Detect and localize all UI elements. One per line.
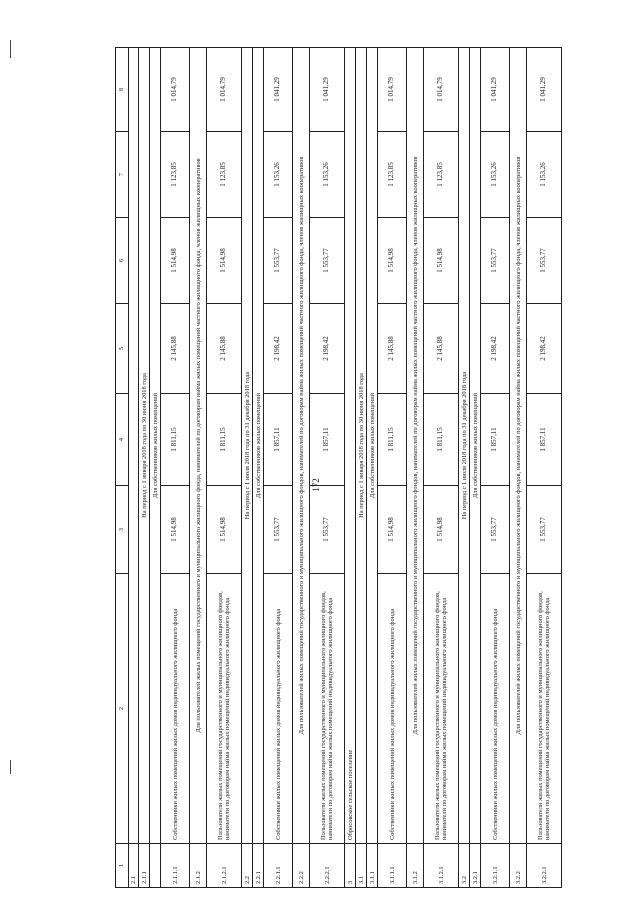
table-row bbox=[407, 48, 424, 888]
column-header: 2 bbox=[116, 574, 129, 844]
table-row bbox=[190, 48, 207, 888]
row-code: 2.2.2 bbox=[293, 844, 310, 888]
page-number: 172 bbox=[310, 478, 321, 492]
tariff-value: 1 514,98 bbox=[161, 218, 190, 304]
tariff-value: 2 145,88 bbox=[161, 304, 190, 394]
table-row bbox=[424, 48, 459, 888]
row-code: 3.2.2.1 bbox=[527, 844, 562, 888]
tariff-value: 1 553,77 bbox=[310, 218, 345, 304]
row-code: 3.1.2.1 bbox=[424, 844, 459, 888]
tariff-value: 1 041,29 bbox=[481, 48, 510, 132]
tariff-value: 1 553,77 bbox=[481, 218, 510, 304]
rotated-table-container bbox=[115, 48, 575, 888]
table-row bbox=[510, 48, 527, 888]
tariff-value: 1 553,77 bbox=[527, 486, 562, 574]
table-row bbox=[129, 48, 139, 888]
tariff-value: 2 198,42 bbox=[310, 304, 345, 394]
column-header: 5 bbox=[116, 304, 129, 394]
row-name: Пользователи жилых помещений государственного и муниципального жилищного фондов, наниматели по договорам найма жилых помещений индивидуального жилищного фонда bbox=[527, 574, 562, 844]
row-period-text: На период с 1 июля 2018 года по 31 декабря 2018 года bbox=[459, 48, 470, 844]
row-code: 3.2.1 bbox=[470, 844, 481, 888]
row-code: 2.2.1.1 bbox=[264, 844, 293, 888]
tariff-value: 1 041,29 bbox=[264, 48, 293, 132]
row-group-text: Для собственников жилых помещений bbox=[150, 48, 161, 844]
row-code: 2.1.2.1 bbox=[207, 844, 242, 888]
tariff-value: 1 014,79 bbox=[424, 48, 459, 132]
tariff-value: 1 123,85 bbox=[161, 132, 190, 218]
tariff-value: 1 514,98 bbox=[161, 486, 190, 574]
tariff-value: 1 014,79 bbox=[161, 48, 190, 132]
table-row bbox=[253, 48, 264, 888]
tariff-value: 1 153,26 bbox=[264, 132, 293, 218]
row-code: 3.2.1.1 bbox=[481, 844, 510, 888]
tariff-value: 1 514,98 bbox=[207, 486, 242, 574]
tariff-value: 1 514,98 bbox=[378, 218, 407, 304]
row-name: Собственники жилых помещений жилых домов индивидуального жилищного фонда bbox=[481, 574, 510, 844]
row-group-text: Для пользователей жилых помещений государственного и муниципального жилищного фондов, нанимателей по договорам найма жилых помещений частного жилищного фонда, членов жилищных кооперативов bbox=[407, 48, 424, 844]
tariff-table bbox=[115, 47, 562, 888]
tariff-value: 1 123,85 bbox=[378, 132, 407, 218]
tariff-value: 2 198,42 bbox=[527, 304, 562, 394]
row-period-text: На период с 1 июля 2018 года по 31 декабря 2018 года bbox=[242, 48, 253, 844]
row-code: 3.2 bbox=[459, 844, 470, 888]
row-code: 3.2.2 bbox=[510, 844, 527, 888]
table-row bbox=[378, 48, 407, 888]
settlement-name: Обросовское сельское поселение bbox=[345, 48, 356, 844]
tariff-value: 1 014,79 bbox=[207, 48, 242, 132]
tariff-table-sheet bbox=[118, 77, 640, 884]
table-row bbox=[481, 48, 510, 888]
row-group-text: Для пользователей жилых помещений государственного и муниципального жилищного фондов, нанимателей по договорам найма жилых помещений частного жилищного фонда, членов жилищных кооперативов bbox=[293, 48, 310, 844]
row-code: 2.1 bbox=[129, 844, 139, 888]
tariff-value: 1 811,15 bbox=[207, 394, 242, 486]
row-group-text: Для собственников жилых помещений bbox=[253, 48, 264, 844]
table-row bbox=[293, 48, 310, 888]
scan-mark bbox=[10, 40, 11, 58]
row-code: 3 bbox=[345, 844, 356, 888]
row-code: 2.2.2.1 bbox=[310, 844, 345, 888]
tariff-value: 1 514,98 bbox=[207, 218, 242, 304]
tariff-value: 1 553,77 bbox=[481, 486, 510, 574]
row-code: 3.1.1.1 bbox=[378, 844, 407, 888]
row-code: 2.1.1.1 bbox=[161, 844, 190, 888]
tariff-value: 2 145,88 bbox=[378, 304, 407, 394]
tariff-value: 1 857,11 bbox=[264, 394, 293, 486]
row-name: Собственники жилых помещений жилых домов индивидуального жилищного фонда bbox=[378, 574, 407, 844]
row-code: 3.1.1 bbox=[367, 844, 378, 888]
tariff-value: 1 514,98 bbox=[424, 486, 459, 574]
table-row bbox=[161, 48, 190, 888]
tariff-value: 2 145,88 bbox=[207, 304, 242, 394]
tariff-value: 1 153,26 bbox=[481, 132, 510, 218]
row-name: Пользователи жилых помещений государственного и муниципального жилищного фондов, наниматели по договорам найма жилых помещений индивидуального жилищного фонда bbox=[310, 574, 345, 844]
row-name: Пользователи жилых помещений государственного и муниципального жилищного фондов, наниматели по договорам найма жилых помещений индивидуального жилищного фонда bbox=[207, 574, 242, 844]
tariff-value: 1 553,77 bbox=[264, 218, 293, 304]
table-row bbox=[150, 48, 161, 888]
row-section-text bbox=[129, 48, 139, 844]
tariff-value: 1 514,98 bbox=[424, 218, 459, 304]
tariff-value: 2 198,42 bbox=[264, 304, 293, 394]
tariff-value: 1 811,15 bbox=[161, 394, 190, 486]
tariff-value: 1 014,79 bbox=[378, 48, 407, 132]
table-header-row bbox=[116, 48, 129, 888]
row-group-text: Для собственников жилых помещений bbox=[470, 48, 481, 844]
tariff-value: 1 041,29 bbox=[527, 48, 562, 132]
table-row bbox=[356, 48, 367, 888]
tariff-value: 1 811,15 bbox=[378, 394, 407, 486]
table-row bbox=[527, 48, 562, 888]
row-code: 2.2.1 bbox=[253, 844, 264, 888]
tariff-value: 1 553,77 bbox=[264, 486, 293, 574]
table-row bbox=[207, 48, 242, 888]
table-row bbox=[367, 48, 378, 888]
tariff-value: 2 145,88 bbox=[424, 304, 459, 394]
column-header: 3 bbox=[116, 486, 129, 574]
row-group-text: Для пользователей жилых помещений государственного и муниципального жилищного фондов, нанимателей по договорам найма жилых помещений частного жилищного фонда, членов жилищных кооперативов bbox=[510, 48, 527, 844]
tariff-value: 1 857,11 bbox=[310, 394, 345, 486]
tariff-value: 1 153,26 bbox=[527, 132, 562, 218]
row-name: Собственники жилых помещений жилых домов индивидуального жилищного фонда bbox=[161, 574, 190, 844]
table-row bbox=[345, 48, 356, 888]
table-row bbox=[310, 48, 345, 888]
row-code bbox=[150, 844, 161, 888]
tariff-value: 1 857,11 bbox=[527, 394, 562, 486]
table-row bbox=[459, 48, 470, 888]
row-code: 3.1 bbox=[356, 844, 367, 888]
scan-mark bbox=[10, 760, 11, 774]
table-row bbox=[470, 48, 481, 888]
row-code: 3.1.2 bbox=[407, 844, 424, 888]
table-row bbox=[139, 48, 150, 888]
table-row bbox=[242, 48, 253, 888]
row-code: 2.1.1 bbox=[139, 844, 150, 888]
tariff-value: 1 811,15 bbox=[424, 394, 459, 486]
row-code: 2.1.2 bbox=[190, 844, 207, 888]
tariff-value: 1 041,29 bbox=[310, 48, 345, 132]
tariff-value: 1 514,98 bbox=[378, 486, 407, 574]
row-group-text: Для собственников жилых помещений bbox=[367, 48, 378, 844]
tariff-value: 1 857,11 bbox=[481, 394, 510, 486]
row-name: Собственники жилых помещений жилых домов индивидуального жилищного фонда bbox=[264, 574, 293, 844]
column-header: 6 bbox=[116, 218, 129, 304]
row-name: Пользователи жилых помещений государственного и муниципального жилищного фондов, наниматели по договорам найма жилых помещений индивидуального жилищного фонда bbox=[424, 574, 459, 844]
row-period-text: На период с 1 января 2018 года по 30 июня 2018 года bbox=[356, 48, 367, 844]
row-period-text: На период с 1 января 2018 года по 30 июня 2018 года bbox=[139, 48, 150, 844]
column-header: 7 bbox=[116, 132, 129, 218]
column-header: 4 bbox=[116, 394, 129, 486]
tariff-value: 1 123,85 bbox=[424, 132, 459, 218]
tariff-value: 2 198,42 bbox=[481, 304, 510, 394]
tariff-value: 1 153,26 bbox=[310, 132, 345, 218]
row-code: 2.2 bbox=[242, 844, 253, 888]
table-row bbox=[264, 48, 293, 888]
tariff-value: 1 553,77 bbox=[527, 218, 562, 304]
row-group-text: Для пользователей жилых помещений государственного и муниципального жилищного фонда, нанимателей по договорам найма жилых помещений частного жилищного фонда, членов жилищных кооперативов bbox=[190, 48, 207, 844]
column-header: 8 bbox=[116, 48, 129, 132]
column-header: 1 bbox=[116, 844, 129, 888]
tariff-value: 1 553,77 bbox=[310, 486, 345, 574]
tariff-value: 1 123,85 bbox=[207, 132, 242, 218]
